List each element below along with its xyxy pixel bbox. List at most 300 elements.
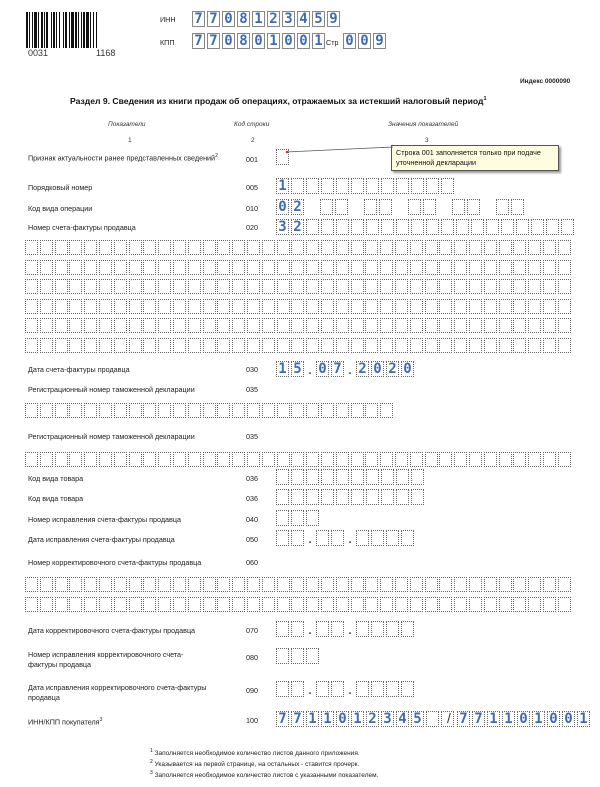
- char-cell[interactable]: [143, 318, 156, 333]
- char-cell[interactable]: 2: [386, 361, 399, 377]
- char-cell[interactable]: [351, 279, 364, 294]
- char-cell[interactable]: [546, 219, 559, 235]
- char-cell[interactable]: [558, 452, 571, 467]
- char-cell[interactable]: [114, 299, 127, 314]
- char-cell[interactable]: [454, 279, 467, 294]
- char-cell[interactable]: [40, 240, 53, 255]
- char-cell[interactable]: [499, 299, 512, 314]
- char-cell[interactable]: [129, 338, 142, 353]
- char-cell[interactable]: [316, 681, 329, 697]
- char-cell[interactable]: 1: [502, 711, 515, 727]
- char-cell[interactable]: [454, 597, 467, 612]
- char-cell[interactable]: [425, 577, 438, 592]
- char-cell[interactable]: [276, 510, 289, 526]
- char-cell[interactable]: [158, 577, 171, 592]
- char-cell[interactable]: [561, 219, 574, 235]
- char-cell[interactable]: [203, 299, 216, 314]
- char-cell[interactable]: [528, 279, 541, 294]
- char-cell[interactable]: [439, 240, 452, 255]
- char-cell[interactable]: [441, 178, 454, 194]
- char-cell[interactable]: 7: [207, 33, 220, 49]
- char-cell[interactable]: [114, 452, 127, 467]
- char-cell[interactable]: [291, 299, 304, 314]
- char-cell[interactable]: [306, 279, 319, 294]
- char-cell[interactable]: [351, 219, 364, 235]
- char-cell[interactable]: [365, 403, 378, 418]
- char-cell[interactable]: [188, 260, 201, 275]
- char-cell[interactable]: [217, 240, 230, 255]
- char-cell[interactable]: [84, 403, 97, 418]
- char-cell[interactable]: [543, 577, 556, 592]
- char-cell[interactable]: [336, 318, 349, 333]
- char-cell[interactable]: [173, 577, 186, 592]
- char-cell[interactable]: [40, 452, 53, 467]
- char-cell[interactable]: [84, 318, 97, 333]
- char-cell[interactable]: [247, 452, 260, 467]
- char-cell[interactable]: [484, 577, 497, 592]
- char-cell[interactable]: [114, 260, 127, 275]
- char-cell[interactable]: 1: [267, 33, 280, 49]
- char-cell[interactable]: [84, 338, 97, 353]
- char-cell[interactable]: 3: [381, 711, 394, 727]
- char-cell[interactable]: [528, 260, 541, 275]
- char-cell[interactable]: [291, 621, 304, 637]
- char-cell[interactable]: [366, 219, 379, 235]
- char-cell[interactable]: [365, 452, 378, 467]
- char-cell[interactable]: [262, 279, 275, 294]
- char-cell[interactable]: [365, 318, 378, 333]
- char-cell[interactable]: [558, 318, 571, 333]
- char-cell[interactable]: [331, 681, 344, 697]
- char-cell[interactable]: [306, 648, 319, 664]
- char-cell[interactable]: [25, 577, 38, 592]
- char-cell[interactable]: [55, 597, 68, 612]
- char-cell[interactable]: [425, 338, 438, 353]
- char-cell[interactable]: [69, 577, 82, 592]
- char-cell[interactable]: [247, 318, 260, 333]
- char-cell[interactable]: [558, 240, 571, 255]
- char-cell[interactable]: [276, 489, 289, 505]
- char-cell[interactable]: [188, 240, 201, 255]
- char-cell[interactable]: [69, 260, 82, 275]
- char-cell[interactable]: [499, 318, 512, 333]
- char-cell[interactable]: [380, 452, 393, 467]
- char-cell[interactable]: [306, 489, 319, 505]
- char-cell[interactable]: [306, 577, 319, 592]
- char-cell[interactable]: [114, 403, 127, 418]
- char-cell[interactable]: [25, 240, 38, 255]
- char-cell[interactable]: [143, 240, 156, 255]
- char-cell[interactable]: [410, 318, 423, 333]
- row-070-date[interactable]: [276, 621, 416, 637]
- char-cell[interactable]: [395, 279, 408, 294]
- char-cell[interactable]: [401, 621, 414, 637]
- char-cell[interactable]: [351, 469, 364, 485]
- char-cell[interactable]: [381, 178, 394, 194]
- char-cell[interactable]: 0: [343, 33, 356, 49]
- char-cell[interactable]: [426, 219, 439, 235]
- char-cell[interactable]: [336, 489, 349, 505]
- char-cell[interactable]: [351, 178, 364, 194]
- char-cell[interactable]: 0: [562, 711, 575, 727]
- char-cell[interactable]: [331, 530, 344, 546]
- char-cell[interactable]: [25, 597, 38, 612]
- char-cell[interactable]: [69, 240, 82, 255]
- char-cell[interactable]: [84, 597, 97, 612]
- char-cell[interactable]: [531, 219, 544, 235]
- char-cell[interactable]: [425, 260, 438, 275]
- char-cell[interactable]: [486, 219, 499, 235]
- char-cell[interactable]: [380, 338, 393, 353]
- char-cell[interactable]: [321, 299, 334, 314]
- grid-row[interactable]: [25, 403, 395, 418]
- char-cell[interactable]: [335, 199, 348, 215]
- char-cell[interactable]: [217, 452, 230, 467]
- char-cell[interactable]: [439, 260, 452, 275]
- char-cell[interactable]: [441, 219, 454, 235]
- char-cell[interactable]: [99, 403, 112, 418]
- char-cell[interactable]: [291, 489, 304, 505]
- char-cell[interactable]: 0: [517, 711, 530, 727]
- char-cell[interactable]: [158, 299, 171, 314]
- char-cell[interactable]: [232, 279, 245, 294]
- char-cell[interactable]: [158, 279, 171, 294]
- char-cell[interactable]: 0: [297, 33, 310, 49]
- char-cell[interactable]: [351, 577, 364, 592]
- char-cell[interactable]: 7: [457, 711, 470, 727]
- char-cell[interactable]: [513, 299, 526, 314]
- char-cell[interactable]: [40, 577, 53, 592]
- char-cell[interactable]: [321, 469, 334, 485]
- char-cell[interactable]: [469, 452, 482, 467]
- char-cell[interactable]: [499, 240, 512, 255]
- char-cell[interactable]: [496, 199, 509, 215]
- char-cell[interactable]: [99, 577, 112, 592]
- char-cell[interactable]: [277, 403, 290, 418]
- char-cell[interactable]: [232, 403, 245, 418]
- char-cell[interactable]: [410, 338, 423, 353]
- row-020-cells[interactable]: [276, 219, 576, 235]
- char-cell[interactable]: [188, 403, 201, 418]
- char-cell[interactable]: [114, 577, 127, 592]
- char-cell[interactable]: [513, 338, 526, 353]
- char-cell[interactable]: [188, 597, 201, 612]
- char-cell[interactable]: [469, 318, 482, 333]
- char-cell[interactable]: 0: [222, 11, 235, 27]
- char-cell[interactable]: [410, 279, 423, 294]
- char-cell[interactable]: [173, 299, 186, 314]
- char-cell[interactable]: [203, 338, 216, 353]
- char-cell[interactable]: 0: [276, 199, 289, 215]
- char-cell[interactable]: [543, 279, 556, 294]
- char-cell[interactable]: [423, 199, 436, 215]
- char-cell[interactable]: [336, 299, 349, 314]
- char-cell[interactable]: 3: [276, 219, 289, 235]
- char-cell[interactable]: [25, 452, 38, 467]
- char-cell[interactable]: 0: [222, 33, 235, 49]
- char-cell[interactable]: 1: [276, 178, 289, 194]
- char-cell[interactable]: [114, 338, 127, 353]
- char-cell[interactable]: [262, 338, 275, 353]
- char-cell[interactable]: [386, 621, 399, 637]
- char-cell[interactable]: [99, 299, 112, 314]
- char-cell[interactable]: 5: [411, 711, 424, 727]
- char-cell[interactable]: [380, 318, 393, 333]
- char-cell[interactable]: [425, 279, 438, 294]
- char-cell[interactable]: [336, 240, 349, 255]
- char-cell[interactable]: [247, 240, 260, 255]
- char-cell[interactable]: [454, 318, 467, 333]
- char-cell[interactable]: [351, 240, 364, 255]
- char-cell[interactable]: [291, 530, 304, 546]
- char-cell[interactable]: [371, 681, 384, 697]
- char-cell[interactable]: [386, 681, 399, 697]
- char-cell[interactable]: [173, 279, 186, 294]
- char-cell[interactable]: [513, 260, 526, 275]
- grid-row[interactable]: [25, 577, 572, 592]
- char-cell[interactable]: [365, 279, 378, 294]
- char-cell[interactable]: [247, 338, 260, 353]
- char-cell[interactable]: [401, 530, 414, 546]
- char-cell[interactable]: [371, 530, 384, 546]
- char-cell[interactable]: [114, 240, 127, 255]
- char-cell[interactable]: [380, 597, 393, 612]
- char-cell[interactable]: [513, 318, 526, 333]
- char-cell[interactable]: 7: [207, 11, 220, 27]
- char-cell[interactable]: [321, 489, 334, 505]
- char-cell[interactable]: [291, 597, 304, 612]
- char-cell[interactable]: [380, 240, 393, 255]
- char-cell[interactable]: [469, 338, 482, 353]
- char-cell[interactable]: 7: [276, 711, 289, 727]
- char-cell[interactable]: 5: [291, 361, 304, 377]
- char-cell[interactable]: 1: [321, 711, 334, 727]
- char-cell[interactable]: 5: [312, 11, 325, 27]
- char-cell[interactable]: [306, 597, 319, 612]
- char-cell[interactable]: [454, 299, 467, 314]
- char-cell[interactable]: [99, 318, 112, 333]
- char-cell[interactable]: [232, 240, 245, 255]
- char-cell[interactable]: [356, 681, 369, 697]
- char-cell[interactable]: [158, 338, 171, 353]
- grid-row[interactable]: [25, 279, 572, 294]
- char-cell[interactable]: [262, 299, 275, 314]
- char-cell[interactable]: [401, 681, 414, 697]
- char-cell[interactable]: [321, 403, 334, 418]
- char-cell[interactable]: [25, 279, 38, 294]
- char-cell[interactable]: [232, 299, 245, 314]
- char-cell[interactable]: [277, 452, 290, 467]
- char-cell[interactable]: [336, 452, 349, 467]
- row-036b-cells[interactable]: [276, 489, 426, 505]
- char-cell[interactable]: [276, 469, 289, 485]
- char-cell[interactable]: [336, 338, 349, 353]
- char-cell[interactable]: [188, 577, 201, 592]
- char-cell[interactable]: [381, 219, 394, 235]
- char-cell[interactable]: [499, 260, 512, 275]
- char-cell[interactable]: 1: [252, 11, 265, 27]
- char-cell[interactable]: [84, 279, 97, 294]
- char-cell[interactable]: [371, 621, 384, 637]
- char-cell[interactable]: [513, 452, 526, 467]
- char-cell[interactable]: [40, 597, 53, 612]
- char-cell[interactable]: [306, 403, 319, 418]
- char-cell[interactable]: [469, 597, 482, 612]
- row-030-date[interactable]: [276, 361, 416, 377]
- grid-row[interactable]: [25, 299, 572, 314]
- char-cell[interactable]: 7: [192, 33, 205, 49]
- char-cell[interactable]: [320, 199, 333, 215]
- char-cell[interactable]: [291, 648, 304, 664]
- char-cell[interactable]: [203, 240, 216, 255]
- char-cell[interactable]: [277, 338, 290, 353]
- char-cell[interactable]: [456, 219, 469, 235]
- char-cell[interactable]: [365, 577, 378, 592]
- char-cell[interactable]: [543, 240, 556, 255]
- row-036a-cells[interactable]: [276, 469, 426, 485]
- char-cell[interactable]: [291, 279, 304, 294]
- char-cell[interactable]: [426, 711, 439, 727]
- char-cell[interactable]: 8: [237, 33, 250, 49]
- char-cell[interactable]: [158, 318, 171, 333]
- char-cell[interactable]: [426, 178, 439, 194]
- row-010-cells[interactable]: [276, 199, 526, 215]
- char-cell[interactable]: [143, 577, 156, 592]
- char-cell[interactable]: [188, 318, 201, 333]
- row-100-inn[interactable]: [276, 711, 456, 727]
- char-cell[interactable]: [143, 452, 156, 467]
- char-cell[interactable]: [25, 318, 38, 333]
- char-cell[interactable]: 3: [282, 11, 295, 27]
- char-cell[interactable]: [516, 219, 529, 235]
- char-cell[interactable]: [99, 597, 112, 612]
- char-cell[interactable]: 2: [356, 361, 369, 377]
- char-cell[interactable]: [69, 279, 82, 294]
- char-cell[interactable]: [55, 403, 68, 418]
- char-cell[interactable]: [55, 338, 68, 353]
- char-cell[interactable]: [336, 403, 349, 418]
- char-cell[interactable]: [365, 338, 378, 353]
- char-cell[interactable]: [331, 621, 344, 637]
- char-cell[interactable]: [411, 469, 424, 485]
- char-cell[interactable]: [395, 577, 408, 592]
- char-cell[interactable]: [321, 338, 334, 353]
- char-cell[interactable]: [143, 338, 156, 353]
- char-cell[interactable]: [247, 260, 260, 275]
- char-cell[interactable]: [321, 279, 334, 294]
- char-cell[interactable]: [351, 299, 364, 314]
- char-cell[interactable]: 2: [267, 11, 280, 27]
- char-cell[interactable]: [203, 318, 216, 333]
- char-cell[interactable]: [395, 597, 408, 612]
- char-cell[interactable]: [321, 260, 334, 275]
- char-cell[interactable]: [99, 452, 112, 467]
- char-cell[interactable]: [232, 597, 245, 612]
- char-cell[interactable]: [306, 452, 319, 467]
- char-cell[interactable]: [439, 279, 452, 294]
- char-cell[interactable]: [336, 178, 349, 194]
- char-cell[interactable]: 2: [291, 199, 304, 215]
- char-cell[interactable]: [143, 279, 156, 294]
- char-cell[interactable]: [291, 338, 304, 353]
- char-cell[interactable]: [291, 403, 304, 418]
- char-cell[interactable]: [528, 318, 541, 333]
- char-cell[interactable]: [467, 199, 480, 215]
- char-cell[interactable]: [306, 240, 319, 255]
- char-cell[interactable]: [454, 452, 467, 467]
- char-cell[interactable]: [543, 260, 556, 275]
- char-cell[interactable]: [484, 279, 497, 294]
- char-cell[interactable]: [366, 469, 379, 485]
- char-cell[interactable]: [291, 510, 304, 526]
- char-cell[interactable]: [262, 577, 275, 592]
- char-cell[interactable]: [262, 260, 275, 275]
- char-cell[interactable]: [499, 279, 512, 294]
- char-cell[interactable]: [336, 597, 349, 612]
- char-cell[interactable]: [395, 318, 408, 333]
- char-cell[interactable]: [395, 240, 408, 255]
- char-cell[interactable]: 0: [401, 361, 414, 377]
- char-cell[interactable]: [291, 681, 304, 697]
- char-cell[interactable]: [306, 219, 319, 235]
- char-cell[interactable]: [321, 452, 334, 467]
- char-cell[interactable]: [365, 597, 378, 612]
- char-cell[interactable]: [232, 577, 245, 592]
- char-cell[interactable]: [173, 403, 186, 418]
- char-cell[interactable]: [203, 279, 216, 294]
- char-cell[interactable]: [84, 452, 97, 467]
- char-cell[interactable]: [336, 577, 349, 592]
- char-cell[interactable]: [558, 338, 571, 353]
- char-cell[interactable]: [188, 299, 201, 314]
- char-cell[interactable]: [379, 199, 392, 215]
- char-cell[interactable]: [396, 469, 409, 485]
- char-cell[interactable]: [395, 452, 408, 467]
- char-cell[interactable]: [69, 403, 82, 418]
- char-cell[interactable]: [40, 403, 53, 418]
- char-cell[interactable]: [381, 489, 394, 505]
- char-cell[interactable]: [321, 597, 334, 612]
- char-cell[interactable]: [217, 299, 230, 314]
- char-cell[interactable]: [173, 318, 186, 333]
- char-cell[interactable]: 1: [312, 33, 325, 49]
- page-cells[interactable]: [343, 33, 388, 49]
- char-cell[interactable]: [439, 577, 452, 592]
- char-cell[interactable]: [55, 318, 68, 333]
- char-cell[interactable]: [129, 577, 142, 592]
- char-cell[interactable]: [306, 299, 319, 314]
- char-cell[interactable]: [217, 279, 230, 294]
- char-cell[interactable]: 1: [577, 711, 590, 727]
- char-cell[interactable]: [247, 597, 260, 612]
- char-cell[interactable]: [247, 577, 260, 592]
- char-cell[interactable]: [543, 452, 556, 467]
- char-cell[interactable]: [439, 299, 452, 314]
- char-cell[interactable]: [55, 240, 68, 255]
- char-cell[interactable]: [484, 597, 497, 612]
- char-cell[interactable]: [351, 403, 364, 418]
- char-cell[interactable]: [366, 178, 379, 194]
- char-cell[interactable]: 8: [237, 11, 250, 27]
- char-cell[interactable]: 7: [291, 711, 304, 727]
- char-cell[interactable]: [395, 338, 408, 353]
- char-cell[interactable]: [396, 219, 409, 235]
- char-cell[interactable]: [291, 452, 304, 467]
- char-cell[interactable]: [99, 260, 112, 275]
- char-cell[interactable]: [356, 530, 369, 546]
- char-cell[interactable]: [381, 469, 394, 485]
- inn-cells[interactable]: [192, 11, 342, 27]
